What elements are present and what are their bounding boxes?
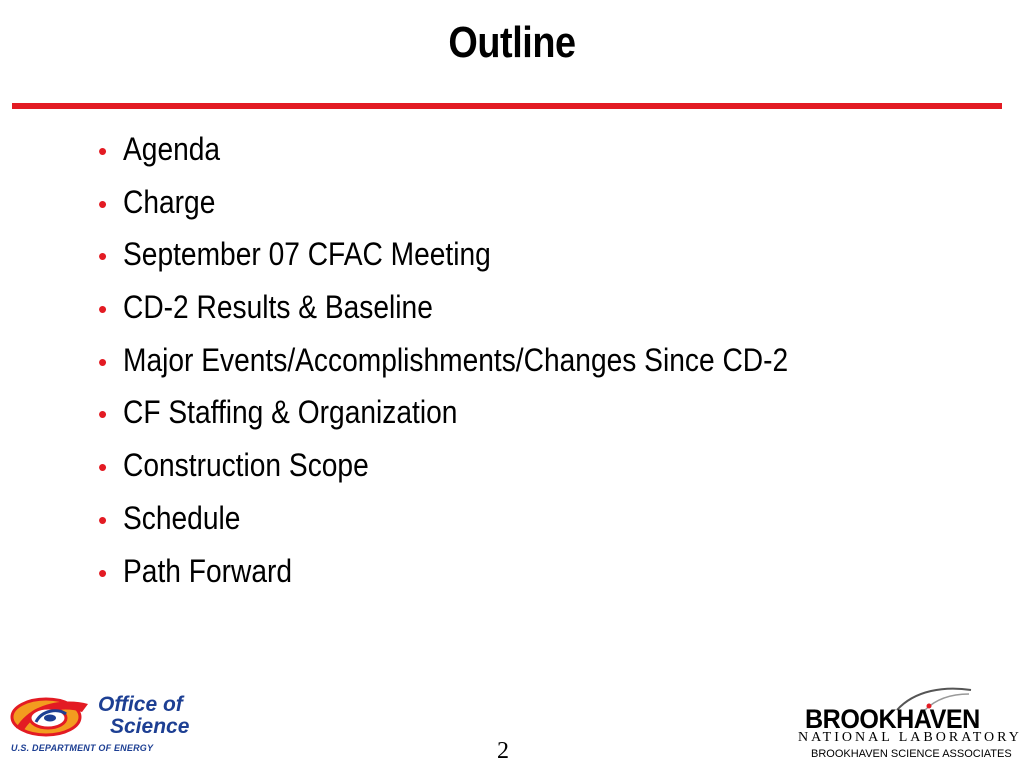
doe-department-text: U.S. DEPARTMENT OF ENERGY <box>11 743 154 753</box>
bullet-icon: • <box>98 241 108 272</box>
doe-swirl-icon <box>6 694 98 740</box>
bullet-icon: • <box>98 294 108 325</box>
bullet-text: CF Staffing & Organization <box>123 394 458 431</box>
list-item <box>98 342 879 395</box>
national-laboratory-text: NATIONAL LABORATORY <box>798 730 1022 745</box>
bullet-list <box>98 131 879 605</box>
doe-science-text: Science <box>110 715 190 738</box>
page-number: 2 <box>497 738 509 764</box>
bullet-text: Path Forward <box>123 552 293 589</box>
list-item <box>98 553 879 606</box>
brookhaven-associates-text: BROOKHAVEN SCIENCE ASSOCIATES <box>811 748 1012 760</box>
bullet-text: Agenda <box>123 131 221 167</box>
bullet-text: Charge <box>123 183 216 220</box>
brookhaven-name-text: BROOKHAVEN <box>805 704 980 734</box>
list-item <box>98 500 879 553</box>
list-item <box>98 184 879 237</box>
bullet-icon: • <box>98 557 108 588</box>
list-item <box>98 447 879 500</box>
bullet-text: Major Events/Accomplishments/Changes Since CD-2 <box>123 341 789 378</box>
list-item <box>98 236 879 289</box>
bullet-icon: • <box>98 452 108 483</box>
bullet-text: CD-2 Results & Baseline <box>123 289 433 326</box>
bullet-icon: • <box>98 399 108 430</box>
title-divider <box>12 103 1002 109</box>
bullet-text: September 07 CFAC Meeting <box>123 236 491 273</box>
list-item <box>98 394 879 447</box>
bullet-icon: • <box>98 188 108 219</box>
bullet-text: Schedule <box>123 499 241 536</box>
list-item <box>98 289 879 342</box>
list-item <box>98 131 879 184</box>
bullet-icon: • <box>98 346 108 377</box>
bullet-icon: • <box>98 136 108 166</box>
doe-office-of-science-logo <box>6 694 216 758</box>
brookhaven-logo <box>795 684 1022 766</box>
bullet-text: Construction Scope <box>123 447 369 484</box>
bullet-icon: • <box>98 504 108 535</box>
slide-title: Outline <box>448 18 576 67</box>
doe-office-text: Office of <box>98 693 183 716</box>
